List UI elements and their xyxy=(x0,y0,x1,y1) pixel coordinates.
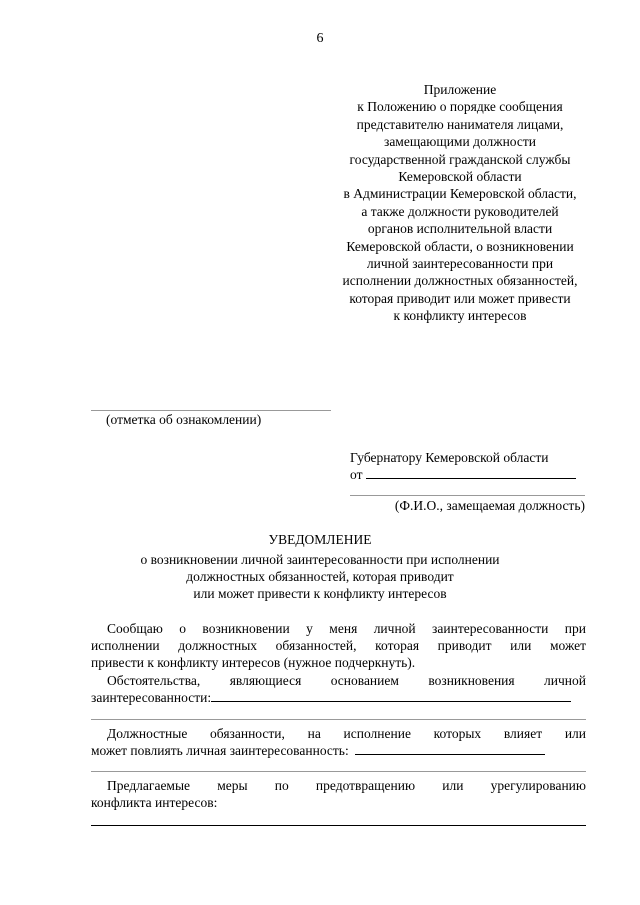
appendix-line: а также должности руководителей xyxy=(361,203,559,219)
appendix-line: Приложение xyxy=(423,82,497,97)
paragraph-duties xyxy=(91,725,586,759)
notice-subtitle-line: или может привести к конфликту интересов xyxy=(193,586,447,601)
text-line: конфликта интересов: xyxy=(91,795,218,810)
paragraph-statement xyxy=(91,620,586,671)
text-line: Сообщаю о возникновении у меня личной заинтересованности при xyxy=(107,621,586,636)
circumstances-extra-line xyxy=(91,719,586,720)
appendix-line: органов исполнительной власти xyxy=(367,221,553,237)
circumstances-label: заинтересованности: xyxy=(91,690,212,705)
notice-subtitle-line: о возникновении личной заинтересованности при исполнении xyxy=(140,552,500,567)
paragraph-measures xyxy=(91,777,586,811)
acknowledgement-signature-line xyxy=(91,410,331,411)
duties-label: может повлиять личная заинтересованность: xyxy=(91,743,349,758)
fio-blank-line xyxy=(350,495,585,496)
from-label: от xyxy=(350,467,363,482)
text-line: Должностные обязанности, на исполнение которых влияет или xyxy=(107,726,586,741)
from-blank-line xyxy=(366,466,576,479)
paragraph-circumstances xyxy=(91,672,586,706)
appendix-line: исполнении должностных обязанностей, xyxy=(342,273,578,289)
appendix-line: личной заинтересованности при xyxy=(366,256,554,272)
notice-subtitle xyxy=(0,551,640,602)
appendix-line: представителю нанимателя лицами, xyxy=(356,116,564,132)
text-line: привести к конфликту интересов (нужное подчеркнуть). xyxy=(91,655,416,670)
appendix-line: к конфликту интересов xyxy=(393,308,527,324)
text-line-with-field xyxy=(91,742,586,759)
appendix-header xyxy=(315,81,605,325)
appendix-line: в Администрации Кемеровской области, xyxy=(343,186,577,202)
appendix-line: Кемеровской области xyxy=(398,169,522,185)
appendix-line: государственной гражданской службы xyxy=(349,151,571,167)
duties-extra-line xyxy=(91,771,586,772)
page-number: 6 xyxy=(316,31,324,46)
notice-title: УВЕДОМЛЕНИЕ xyxy=(268,532,372,547)
text-line-with-field xyxy=(91,689,586,706)
appendix-line: которая приводит или может привести xyxy=(349,290,571,306)
appendix-line: Кемеровской области, о возникновении xyxy=(346,238,574,254)
duties-field-line xyxy=(355,742,545,755)
notice-subtitle-line: должностных обязанностей, которая приводит xyxy=(186,569,454,584)
text-line: Предлагаемые меры по предотвращению или урегулированию xyxy=(107,778,586,793)
text-line: Обстоятельства, являющиеся основанием возникновения личной xyxy=(107,673,586,688)
appendix-line: к Положению о порядке сообщения xyxy=(357,99,563,115)
circumstances-field-line xyxy=(211,689,571,702)
measures-field-line xyxy=(91,825,586,826)
addressee: Губернатору Кемеровской области xyxy=(350,450,549,465)
from-row xyxy=(350,466,576,483)
fio-label: (Ф.И.О., замещаемая должность) xyxy=(394,498,585,513)
acknowledgement-label: (отметка об ознакомлении) xyxy=(106,412,262,427)
appendix-line: замещающими должности xyxy=(383,134,537,150)
text-line: исполнении должностных обязанностей, которая приводит или может xyxy=(91,638,586,653)
